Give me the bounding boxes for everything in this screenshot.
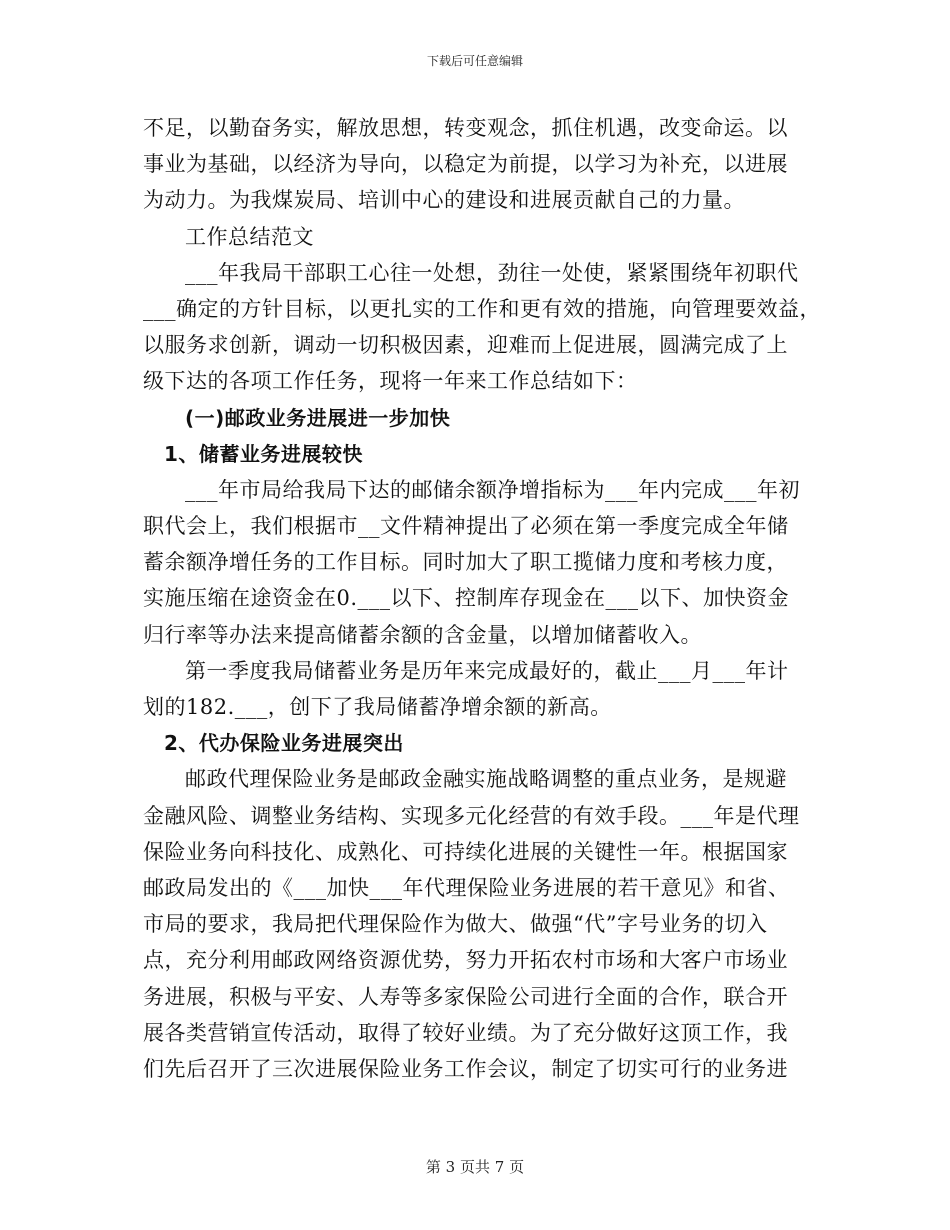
text-line: 归行率等办法来提高储蓄余额的含金量，以增加储蓄收入。 xyxy=(143,622,702,647)
text-line: 展各类营销宣传活动，取得了较好业绩。为了充分做好这顶工作，我 xyxy=(143,1020,788,1045)
text-line: 邮政代理保险业务是邮政金融实施战略调整的重点业务，是规避 xyxy=(185,767,787,792)
text-line: 实施压缩在途资金在0.___以下、控制库存现金在___以下、加快资金 xyxy=(143,586,790,611)
text-line: 为动力。为我煤炭局、培训中心的建设和进展贡献自己的力量。 xyxy=(143,188,745,213)
text-line: 第一季度我局储蓄业务是历年来完成最好的，截止___月___年计 xyxy=(185,658,789,683)
text-line: ___确定的方针目标，以更扎实的工作和更有效的措施，向管理要效益， xyxy=(143,296,821,321)
text-line: 务进展，积极与平安、人寿等多家保险公司进行全面的合作，联合开 xyxy=(143,984,788,1009)
text-line: 邮政局发出的《___加快___年代理保险业务进展的若干意见》和省、 xyxy=(143,875,790,900)
document-body xyxy=(143,110,821,1087)
text-line: 不足，以勤奋务实，解放思想，转变观念，抓住机遇，改变命运。以 xyxy=(143,116,788,140)
text-line: 蓄余额净增任务的工作目标。同时加大了职工揽储力度和考核力度， xyxy=(143,550,788,575)
text-line: 划的182.___，创下了我局储蓄净增余额的新高。 xyxy=(143,695,612,719)
text-line: ___年市局给我局下达的邮储余额净增指标为___年内完成___年初 xyxy=(185,477,800,502)
section-heading: 1、储蓄业务进展较快 xyxy=(164,441,363,466)
page-footer: 第 3 页共 7 页 xyxy=(425,1158,525,1176)
text-line: 保险业务向科技化、成熟化、可持续化进展的关键性一年。根据国家 xyxy=(143,839,788,864)
text-line: 金融风险、调整业务结构、实现多元化经营的有效手段。___年是代理 xyxy=(143,803,800,828)
text-line: 职代会上，我们根据市__文件精神提出了必须在第一季度完成全年储 xyxy=(143,514,789,539)
section-heading: (一)邮政业务进展进一步加快 xyxy=(185,405,451,430)
text-line: 工作总结范文 xyxy=(185,224,314,249)
text-line: 事业为基础，以经济为导向，以稳定为前提，以学习为补充，以进展 xyxy=(143,152,788,177)
section-heading: 2、代办保险业务进展突出 xyxy=(164,731,404,756)
text-line: ___年我局干部职工心往一处想，劲往一处使，紧紧围绕年初职代 xyxy=(185,260,799,285)
text-line: 级下达的各项工作任务，现将一年来工作总结如下： xyxy=(143,369,638,394)
page-header: 下载后可任意编辑 xyxy=(426,54,523,68)
text-line: 市局的要求，我局把代理保险作为做大、做强“代”字号业务的切入 xyxy=(143,912,768,937)
text-line: 以服务求创新，调动一切积极因素，迎难而上促进展，圆满完成了上 xyxy=(143,333,788,358)
text-line: 们先后召开了三次进展保险业务工作会议，制定了切实可行的业务进 xyxy=(143,1056,788,1081)
text-line: 点，充分利用邮政网络资源优势，努力开拓农村市场和大客户市场业 xyxy=(143,948,788,973)
